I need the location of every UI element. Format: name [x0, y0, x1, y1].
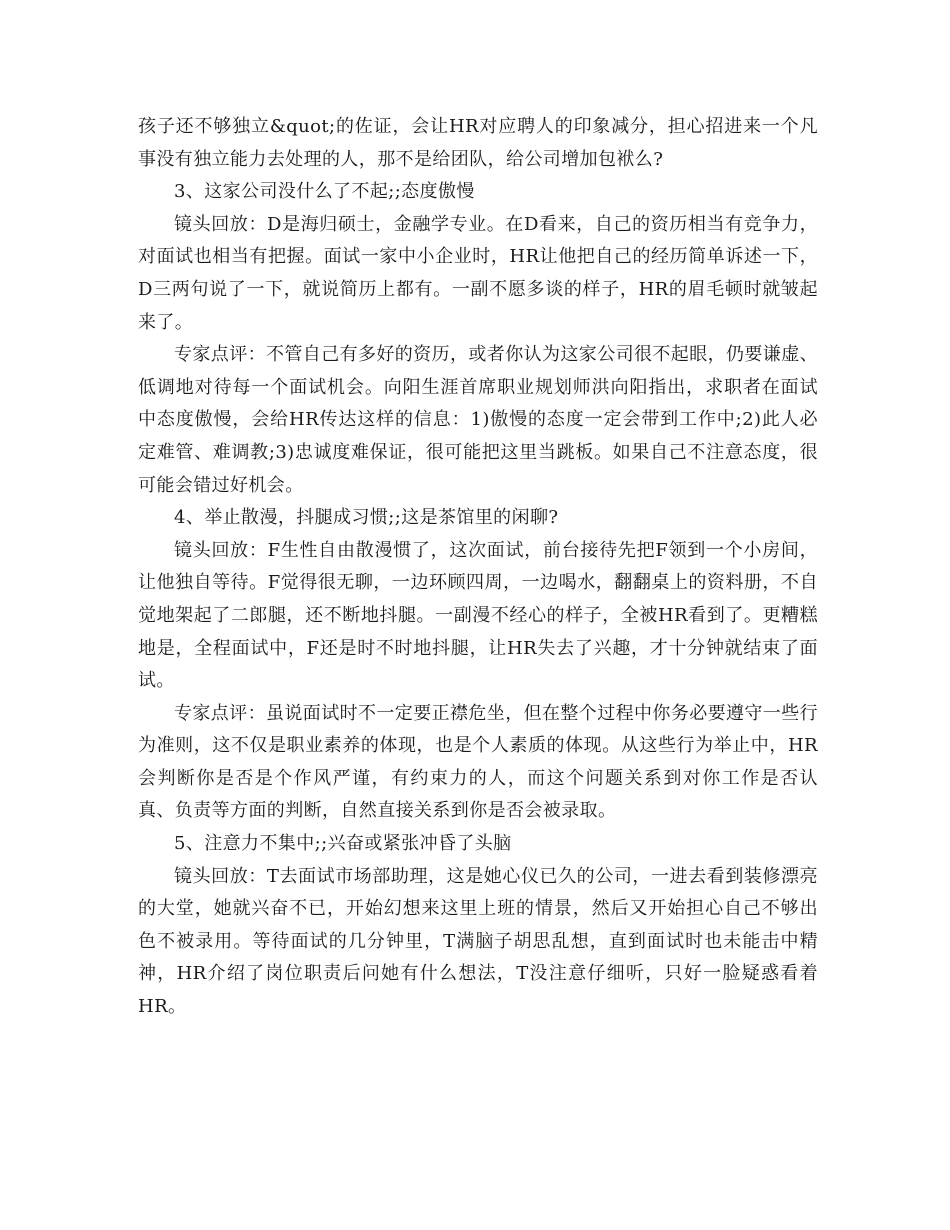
paragraph-replay-f: 镜头回放：F生性自由散漫惯了，这次面试，前台接待先把F领到一个小房间，让他独自等待。F觉得很无聊，一边环顾四周，一边喝水，翻翻桌上的资料册，不自觉地架起了二郎腿，还不断地抖腿。一副漫不经心的样子，全被HR看到了。更糟糕地是，全程面试中，F还是时不时地抖腿，让HR失去了兴趣，才十分钟就结束了面试。: [138, 539, 818, 692]
paragraph-expert-comment-3: 专家点评：不管自己有多好的资历，或者你认为这家公司很不起眼，仍要谦虚、低调地对待每一个面试机会。向阳生涯首席职业规划师洪向阳指出，求职者在面试中态度傲慢，会给HR传达这样的信息：1)傲慢的态度一定会带到工作中;2)此人必定难管、难调教;3)忠诚度难保证，很可能把这里当跳板。如果自己不注意态度，很可能会错过好机会。: [138, 344, 818, 496]
paragraph-replay-t: 镜头回放：T去面试市场部助理，这是她心仪已久的公司，一进去看到装修漂亮的大堂，她就兴奋不已，开始幻想来这里上班的情景，然后又开始担心自己不够出色不被录用。等待面试的几分钟里，T满脑子胡思乱想，直到面试时也未能击中精神，HR介绍了岗位职责后问她有什么想法，T没注意仔细听，只好一脸疑惑看着HR。: [138, 865, 818, 1018]
paragraph-continuation: 孩子还不够独立&quot;的佐证，会让HR对应聘人的印象减分，担心招进来一个凡事没有独立能力去处理的人，那不是给团队，给公司增加包袱么?: [138, 116, 818, 170]
document-body: [138, 111, 818, 1024]
paragraph-expert-comment-4: 专家点评：虽说面试时不一定要正襟危坐，但在整个过程中你务必要遵守一些行为准则，这不仅是职业素养的体现，也是个人素质的体现。从这些行为举止中，HR会判断你是否是个作风严谨，有约束力的人，而这个问题关系到对你工作是否认真、负责等方面的判断，自然直接关系到你是否会被录取。: [138, 702, 818, 822]
section-heading-5: 5、注意力不集中;;兴奋或紧张冲昏了头脑: [174, 833, 512, 855]
section-heading-4: 4、举止散漫，抖腿成习惯;;这是茶馆里的闲聊?: [174, 507, 559, 529]
paragraph-replay-d: 镜头回放：D是海归硕士，金融学专业。在D看来，自己的资历相当有竞争力，对面试也相当有把握。面试一家中小企业时，HR让他把自己的经历简单诉述一下，D三两句说了一下，就说简历上都有。一副不愿多谈的样子，HR的眉毛顿时就皱起来了。: [138, 213, 818, 333]
section-heading-3: 3、这家公司没什么了不起;;态度傲慢: [174, 181, 475, 203]
